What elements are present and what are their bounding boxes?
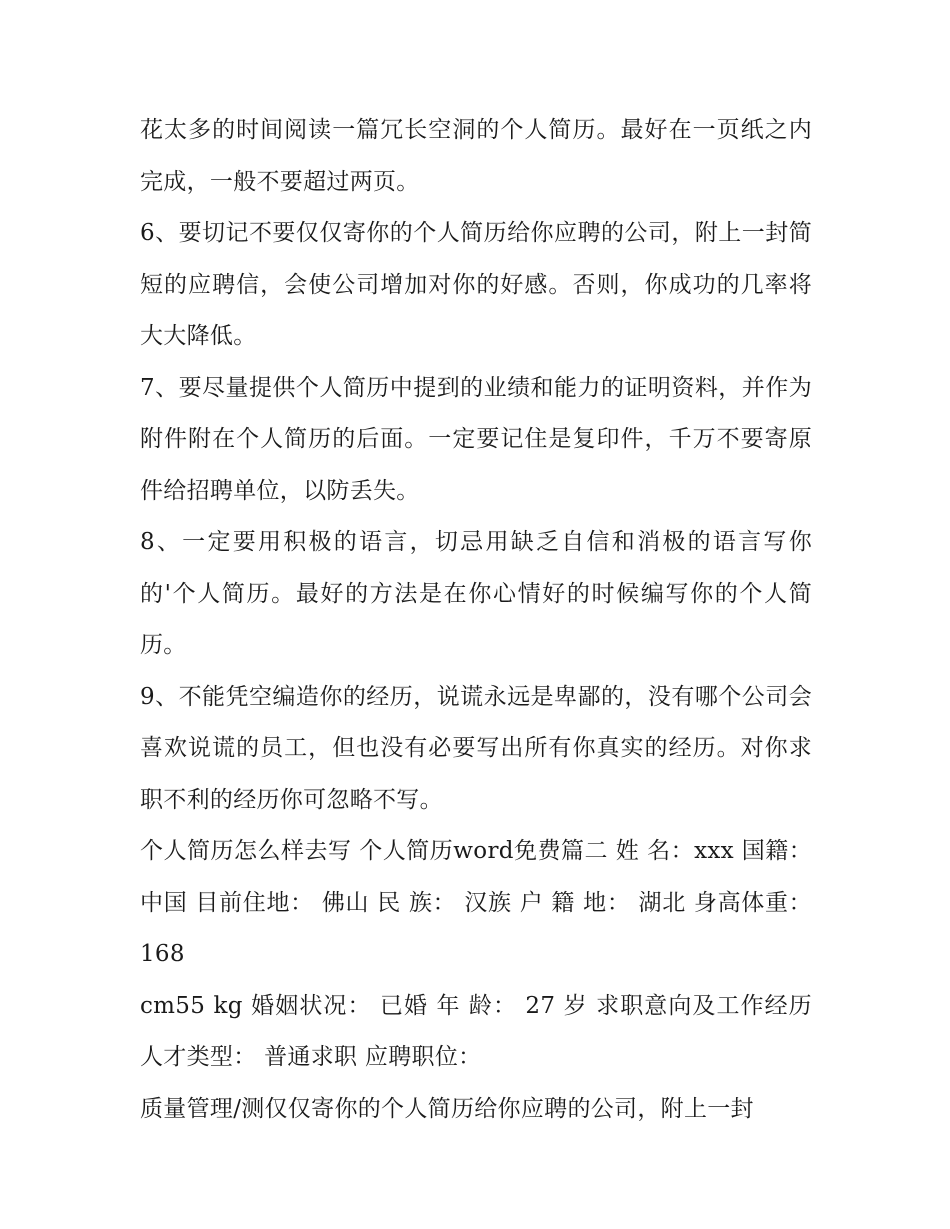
paragraph-tip-8: 8、一定要用积极的语言，切忌用缺乏自信和消极的语言写你的'个人简历。最好的方法是在你心情好的时候编写你的个人简历。: [140, 529, 812, 658]
paragraph-resume-sample-header: 个人简历怎么样去写 个人简历word免费篇二 姓 名：xxx 国籍： 中国 目前住地： 佛山 民 族： 汉族 户 籍 地： 湖北 身高体重： 168: [140, 838, 812, 967]
paragraph-tip-6: 6、要切记不要仅仅寄你的个人简历给你应聘的公司，附上一封简短的应聘信，会使公司增加对你的好感。否则，你成功的几率将大大降低。: [140, 220, 812, 349]
paragraph-resume-length: 花太多的时间阅读一篇冗长空洞的个人简历。最好在一页纸之内完成，一般不要超过两页。: [140, 117, 812, 195]
paragraph-resume-sample-position: 质量管理/测仅仅寄你的个人简历给你应聘的公司，附上一封: [140, 1095, 754, 1122]
document-body: [140, 105, 812, 1135]
paragraph-resume-sample-details: cm55 kg 婚姻状况： 已婚 年 龄： 27 岁 求职意向及工作经历 人才类型： 普通求职 应聘职位：: [140, 992, 812, 1070]
paragraph-tip-9: 9、不能凭空编造你的经历，说谎永远是卑鄙的，没有哪个公司会喜欢说谎的员工，但也没有必要写出所有你真实的经历。对你求职不利的经历你可忽略不写。: [140, 683, 812, 813]
paragraph-tip-7: 7、要尽量提供个人简历中提到的业绩和能力的证明资料，并作为附件附在个人简历的后面。一定要记住是复印件，千万不要寄原件给招聘单位，以防丢失。: [140, 374, 812, 504]
